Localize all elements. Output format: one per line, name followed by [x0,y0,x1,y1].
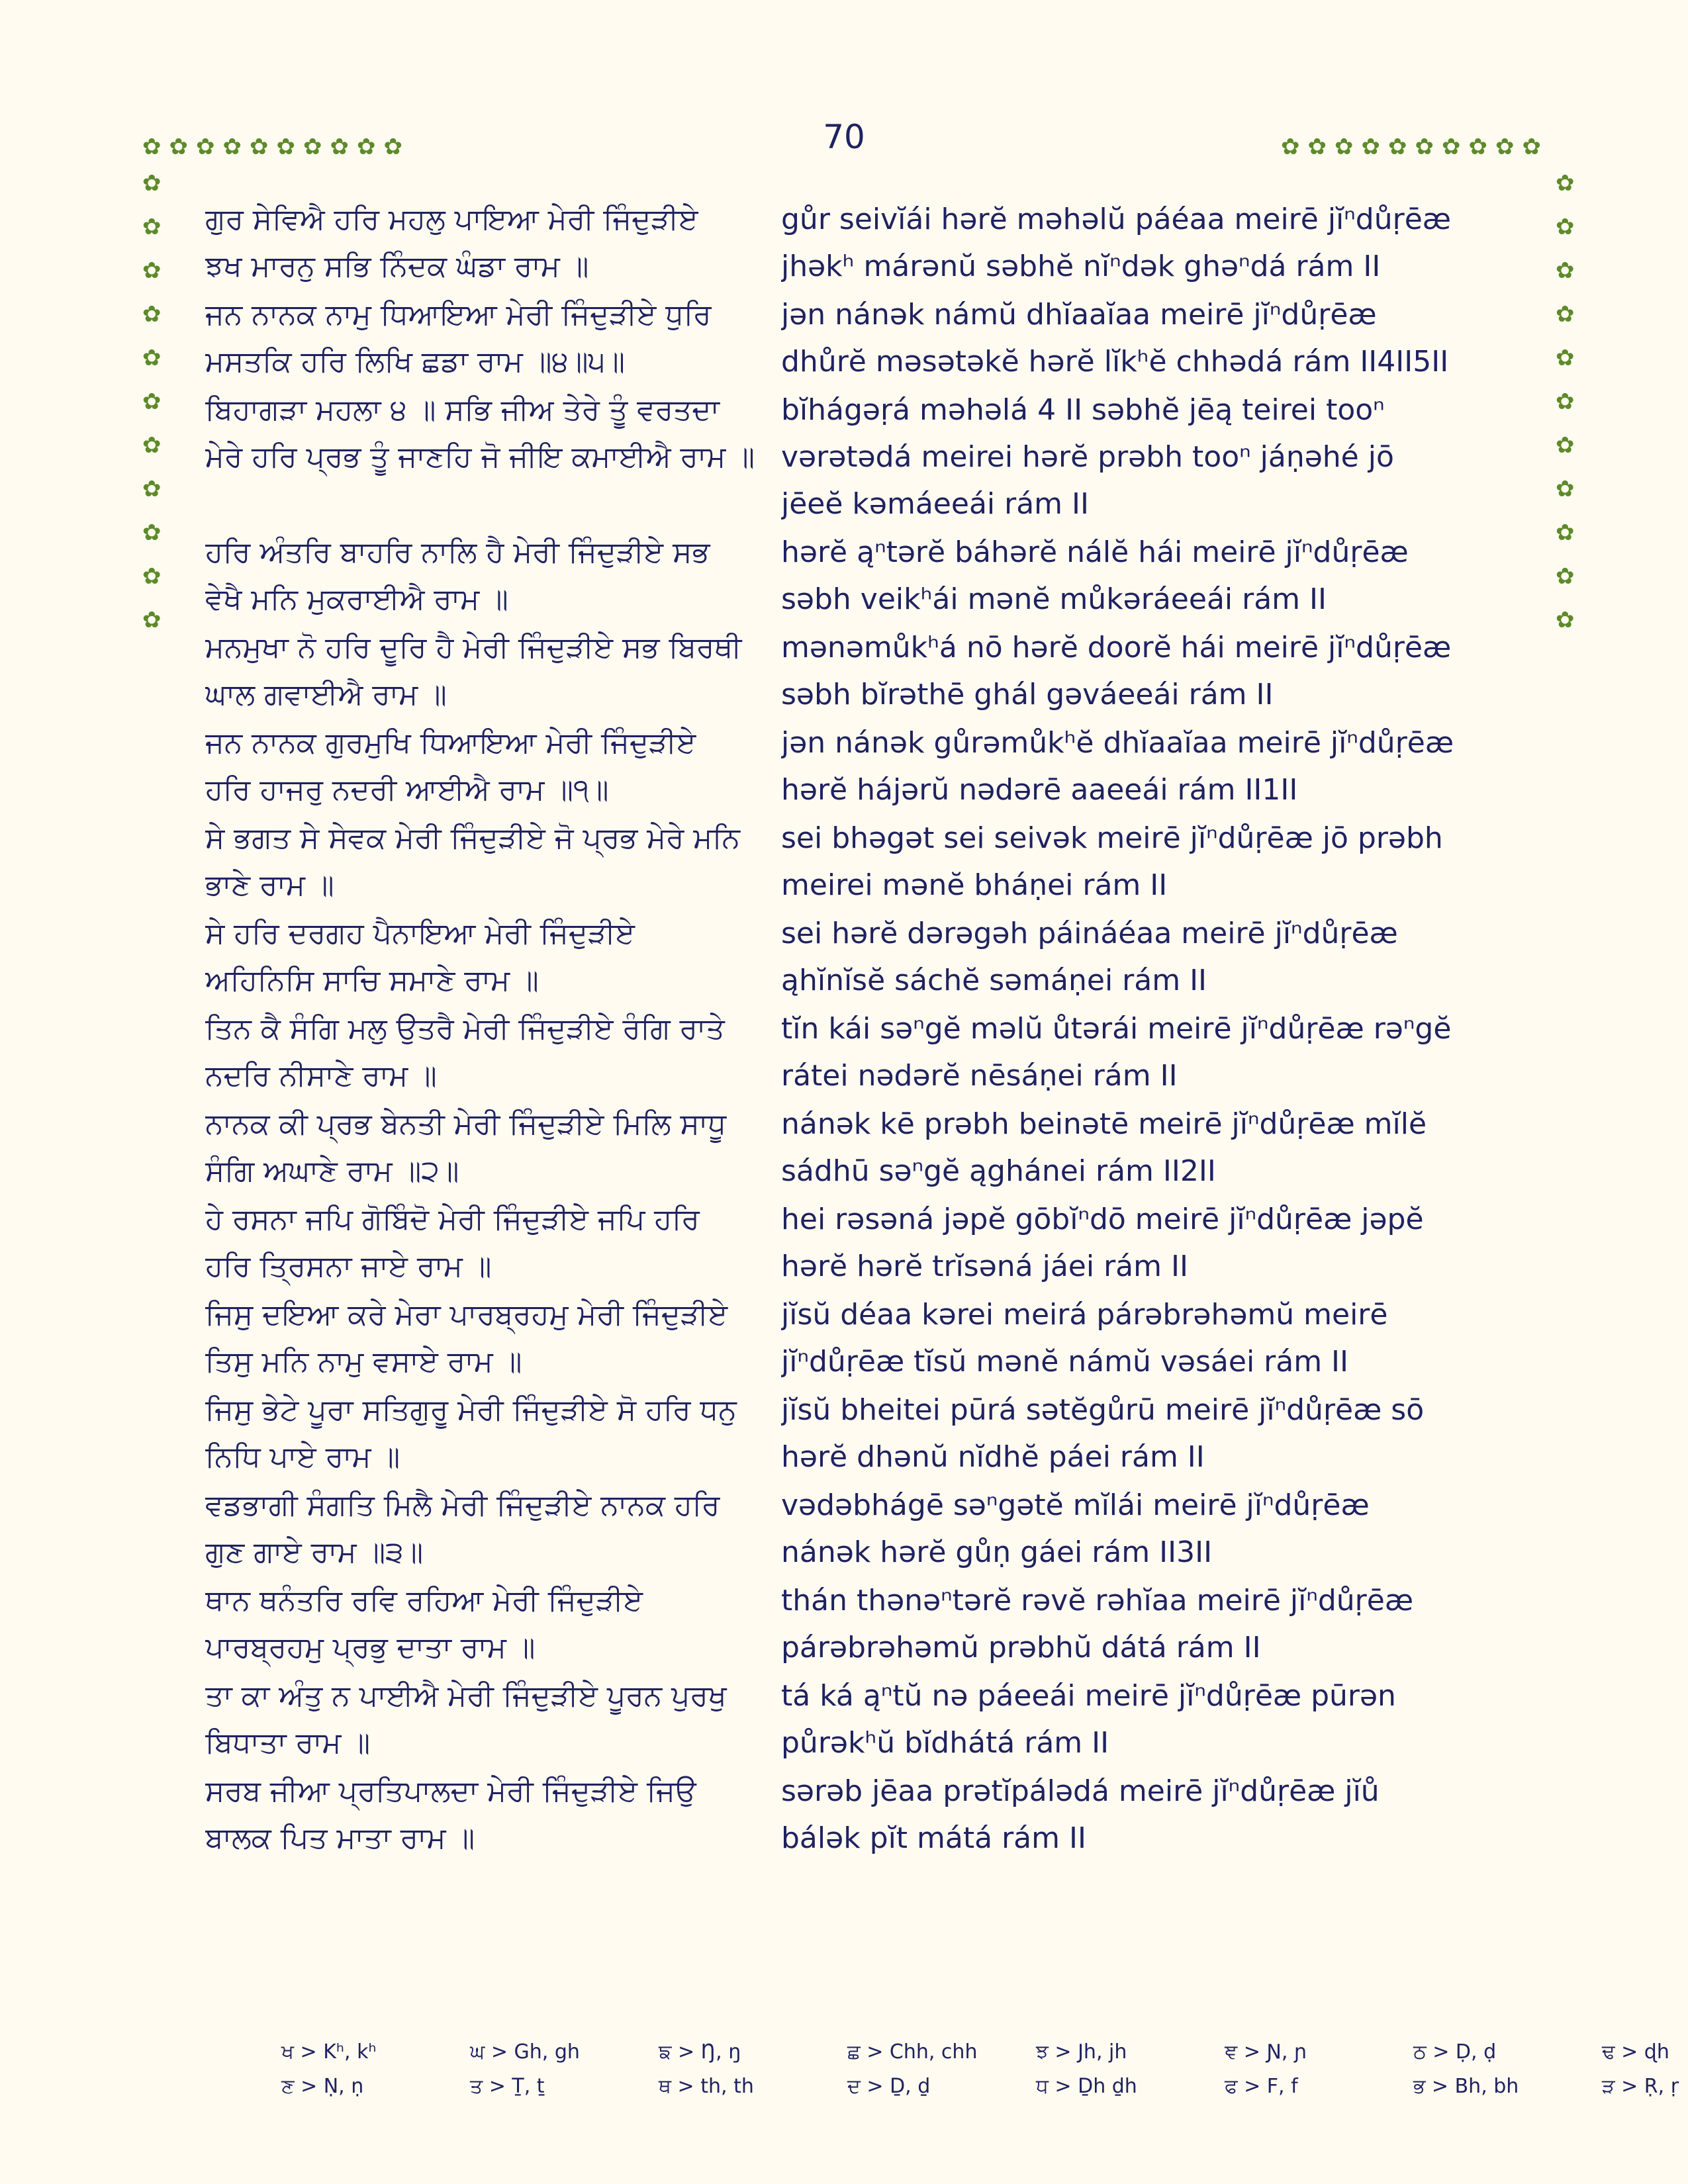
verse-row [205,1482,1523,1576]
transliteration-text [781,1387,1523,1480]
transliteration-text [781,1101,1523,1195]
flower-ornament-icon: ✿ [142,170,162,197]
gurmukhi-line: ਸਰਬ ਜੀਆ ਪ੍ਰਤਿਪਾਲਦਾ ਮੇਰੀ ਜਿੰਦੁੜੀਏ ਜਿਉ [205,1774,696,1808]
gurmukhi-line: ਮਨਮੁਖਾ ਨੋ ਹਰਿ ਦੂਰਿ ਹੈ ਮੇਰੀ ਜਿੰਦੁੜੀਏ ਸਭ ਬਿਰਥੀ [205,631,742,664]
verse-row [205,719,1523,813]
flower-ornament-icon: ✿ [250,134,269,160]
transliteration-text [781,624,1523,718]
transliteration-text [781,1291,1523,1385]
gurmukhi-line: ਵੇਖੈ ਮਨਿ ਮੁਕਰਾਈਐ ਰਾਮ ॥ [205,582,508,616]
gurmukhi-line: ਨਾਨਕ ਕੀ ਪ੍ਰਭ ਬੇਨਤੀ ਮੇਰੀ ਜਿੰਦੁੜੀਏ ਮਿਲਿ ਸਾਧੂ [205,1107,727,1141]
gurmukhi-line: ਹਰਿ ਅੰਤਰਿ ਬਾਹਰਿ ਨਾਲਿ ਹੈ ਮੇਰੀ ਜਿੰਦੁੜੀਏ ਸਭ [205,535,710,569]
flower-ornament-icon: ✿ [1556,607,1575,633]
flower-ornament-icon: ✿ [142,301,162,328]
transliteration-line: gůr seivĭái hərĕ məhəlŭ páéaa meirē jĭⁿdůṛēæ [781,203,1451,236]
legend-item: ਖ > Kʰ, kʰ [281,2040,377,2064]
transliteration-text [781,291,1523,385]
verse-row [205,1768,1523,1862]
legend-item: ਣ > Ṇ, ṇ [281,2075,364,2098]
flower-ornament-icon: ✿ [1281,134,1300,160]
transliteration-text [781,1005,1523,1099]
transliteration-line: hərĕ hájərŭ nədərē aaeeái rám II1II [781,773,1298,807]
gurmukhi-text [205,815,781,909]
gurmukhi-line: ਹੇ ਰਸਨਾ ਜਪਿ ਗੋਬਿੰਦੋ ਮੇਰੀ ਜਿੰਦੁੜੀਏ ਜਪਿ ਹਰਿ [205,1203,700,1236]
gurmukhi-line: ਤਾ ਕਾ ਅੰਤੁ ਨ ਪਾਈਐ ਮੇਰੀ ਜਿੰਦੁੜੀਏ ਪੂਰਨ ਪੁਰਖੁ [205,1679,727,1713]
gurmukhi-line: ਹਰਿ ਤ੍ਰਿਸਨਾ ਜਾਏ ਰਾਮ ॥ [205,1250,492,1283]
ornament-border-top-left [142,136,402,158]
gurmukhi-line: ਬਾਲਕ ਪਿਤ ਮਾਤਾ ਰਾਮ ॥ [205,1821,475,1855]
verse-row [205,1196,1523,1290]
gurmukhi-text [205,1768,781,1862]
verse-row [205,815,1523,909]
gurmukhi-text [205,1196,781,1290]
flower-ornament-icon: ✿ [1556,520,1575,546]
flower-ornament-icon: ✿ [169,134,188,160]
gurmukhi-text [205,1577,781,1671]
gurmukhi-line: ਮੇਰੇ ਹਰਿ ਪ੍ਰਭ ਤੂੰ ਜਾਣਹਿ ਜੋ ਜੀਇ ਕਮਾਈਐ ਰਾਮ ॥ [205,440,755,474]
transliteration-text [781,1577,1523,1671]
transliteration-line: sei bhəgət sei seivək meirē jĭⁿdůṛēæ jō prəbh [781,821,1443,855]
verse-list [205,196,1523,1863]
flower-ornament-icon: ✿ [1415,134,1434,160]
ornament-border-top-right [1281,136,1541,158]
gurmukhi-line: ਨਦਰਿ ਨੀਸਾਣੇ ਰਾਮ ॥ [205,1059,437,1093]
transliteration-line: jĭsŭ bheitei pūrá sətĕgůrū meirē jĭⁿdůṛēæ sō [781,1393,1425,1427]
flower-ornament-icon: ✿ [383,134,402,160]
gurmukhi-line: ਅਹਿਨਿਸਿ ਸਾਚਿ ਸਮਾਣੇ ਰਾਮ ॥ [205,964,539,997]
gurmukhi-line: ਬਿਧਾਤਾ ਰਾਮ ॥ [205,1726,371,1760]
flower-ornament-icon: ✿ [1556,476,1575,502]
legend-item: ਝ > Jh, jh [1036,2040,1127,2064]
flower-ornament-icon: ✿ [1442,134,1461,160]
transliteration-line: səbh veikʰái mənĕ můkəráeeái rám II [781,582,1327,616]
transliteration-text [781,1768,1523,1862]
gurmukhi-line: ਤਿਸੁ ਮਨਿ ਨਾਮੁ ਵਸਾਏ ਰਾਮ ॥ [205,1345,522,1379]
transliteration-line: bĭhágəṛá məhəlá 4 II səbhĕ jēą teirei tooⁿ [781,393,1385,427]
gurmukhi-line: ਹਰਿ ਹਾਜਰੁ ਨਦਰੀ ਆਈਐ ਰਾਮ ॥੧॥ [205,773,609,807]
gurmukhi-line: ਸੇ ਭਗਤ ਸੇ ਸੇਵਕ ਮੇਰੀ ਜਿੰਦੁੜੀਏ ਜੋ ਪ੍ਰਭ ਮੇਰੇ ਮਨਿ [205,821,741,855]
transliteration-line: sei hərĕ dərəgəh páináéaa meirē jĭⁿdůṛēæ [781,917,1398,950]
gurmukhi-line: ਗੁਣ ਗਾਏ ਰਾਮ ॥੩॥ [205,1535,424,1569]
gurmukhi-line: ਥਾਨ ਥਨੰਤਰਿ ਰਵਿ ਰਹਿਆ ਮੇਰੀ ਜਿੰਦੁੜੀਏ [205,1584,643,1617]
legend-item: ਭ > Bh, bh [1413,2075,1519,2098]
flower-ornament-icon: ✿ [1388,134,1407,160]
flower-ornament-icon: ✿ [142,476,162,502]
gurmukhi-line: ਪਾਰਬ੍ਰਹਮੁ ਪ੍ਰਭੁ ਦਾਤਾ ਰਾਮ ॥ [205,1631,536,1664]
transliteration-line: hei rəsəná jəpĕ gōbĭⁿdō meirē jĭⁿdůṛēæ jəpĕ [781,1203,1424,1236]
gurmukhi-text [205,1672,781,1766]
flower-ornament-icon: ✿ [1556,170,1575,197]
transliteration-line: rátei nədərĕ nēsáṇei rám II [781,1059,1178,1093]
flower-ornament-icon: ✿ [142,607,162,633]
verse-row [205,196,1523,290]
transliteration-line: hərĕ hərĕ trĭsəná jáei rám II [781,1250,1188,1283]
verse-row [205,1387,1523,1480]
flower-ornament-icon: ✿ [142,134,162,160]
verse-row [205,291,1523,385]
transliteration-line: sádhū səⁿgĕ ąghánei rám II2II [781,1154,1216,1188]
transliteration-line: vərətədá meirei hərĕ prəbh tooⁿ jáṇəhé jō [781,440,1394,474]
verse-row [205,1577,1523,1671]
flower-ornament-icon: ✿ [142,520,162,546]
gurmukhi-text [205,1005,781,1099]
gurmukhi-line: ਮਸਤਕਿ ਹਰਿ ਲਿਖਿ ਛਡਾ ਰਾਮ ॥੪॥੫॥ [205,345,626,379]
transliteration-line: jēeĕ kəmáeeái rám II [781,487,1089,521]
transliteration-text [781,815,1523,909]
legend-item: ਞ > Ɲ, ɲ [1225,2040,1307,2064]
flower-ornament-icon: ✿ [142,257,162,284]
transliteration-line: jĭsŭ déaa kərei meirá párəbrəhəmŭ meirē [781,1298,1388,1332]
legend-item: ਙ > Ŋ, ŋ [659,2040,741,2064]
flower-ornament-icon: ✿ [1556,214,1575,240]
transliteration-line: səbh bĭrəthē ghál gəváeeái rám II [781,678,1274,711]
gurmukhi-text [205,1291,781,1385]
flower-ornament-icon: ✿ [1307,134,1327,160]
transliteration-line: ąhĭnĭsĕ sáchĕ səmáṇei rám II [781,964,1207,997]
flower-ornament-icon: ✿ [357,134,376,160]
gurmukhi-line: ਜਿਸੁ ਦਇਆ ਕਰੇ ਮੇਰਾ ਪਾਰਬ੍ਰਹਮੁ ਮੇਰੀ ਜਿੰਦੁੜੀਏ [205,1298,728,1332]
gurmukhi-text [205,1101,781,1195]
gurmukhi-text [205,1482,781,1576]
gurmukhi-line: ਭਾਣੇ ਰਾਮ ॥ [205,868,334,902]
gurmukhi-line: ਬਿਹਾਗੜਾ ਮਹਲਾ ੪ ॥ ਸਭਿ ਜੀਅ ਤੇਰੇ ਤੂੰ ਵਰਤਦਾ [205,393,720,427]
legend-item: ਧ > Ḏh ḏh [1036,2075,1137,2098]
flower-ornament-icon: ✿ [1468,134,1487,160]
transliteration-line: jən nánək gůrəmůkʰĕ dhĭaaĭaa meirē jĭⁿdůṛēæ [781,726,1454,760]
transliteration-line: thán thənəⁿtərĕ rəvĕ rəhĭaa meirē jĭⁿdůṛēæ [781,1584,1414,1617]
flower-ornament-icon: ✿ [330,134,349,160]
flower-ornament-icon: ✿ [142,388,162,415]
legend-item: ਠ > Ḍ, ḍ [1413,2040,1497,2064]
transliteration-text [781,387,1523,527]
gurmukhi-line: ਜਨ ਨਾਨਕ ਨਾਮੁ ਧਿਆਇਆ ਮੇਰੀ ਜਿੰਦੁੜੀਏ ਧੁਰਿ [205,298,712,332]
flower-ornament-icon: ✿ [303,134,322,160]
ornament-border-right [1556,172,1575,631]
legend-item: ੜ > Ṛ, ṛ [1602,2075,1679,2098]
flower-ornament-icon: ✿ [1556,257,1575,284]
transliteration-line: dhůrĕ məsətəkĕ hərĕ lĭkʰĕ chhədá rám II4II5II [781,345,1449,379]
gurmukhi-text [205,291,781,385]
transliteration-line: jĭⁿdůṛēæ tĭsŭ mənĕ námŭ vəsáei rám II [781,1345,1349,1379]
flower-ornament-icon: ✿ [1556,432,1575,459]
gurmukhi-text [205,719,781,813]
gurmukhi-line [205,480,781,527]
gurmukhi-line: ਝਖ ਮਾਰਨੁ ਸਭਿ ਨਿੰਦਕ ਘੰਡਾ ਰਾਮ ॥ [205,250,589,283]
transliteration-text [781,529,1523,623]
flower-ornament-icon: ✿ [1335,134,1354,160]
verse-row [205,1005,1523,1099]
transliteration-line: půrəkʰŭ bĭdhátá rám II [781,1726,1109,1760]
flower-ornament-icon: ✿ [142,563,162,590]
transliteration-text [781,196,1523,290]
gurmukhi-text [205,529,781,623]
verse-row [205,529,1523,623]
gurmukhi-text [205,196,781,290]
transliteration-text [781,1482,1523,1576]
gurmukhi-line: ਸੰਗਿ ਅਘਾਣੇ ਰਾਮ ॥੨॥ [205,1154,459,1188]
verse-row [205,1672,1523,1766]
gurmukhi-line: ਜਨ ਨਾਨਕ ਗੁਰਮੁਖਿ ਧਿਆਇਆ ਮੇਰੀ ਜਿੰਦੁੜੀਏ [205,726,696,760]
flower-ornament-icon: ✿ [142,432,162,459]
page-number: 70 [823,118,865,156]
flower-ornament-icon: ✿ [1556,388,1575,415]
ornament-border-left [142,172,162,631]
transliteration-line: hərĕ dhənŭ nĭdhĕ páei rám II [781,1440,1205,1474]
gurmukhi-line: ਵਡਭਾਗੀ ਸੰਗਤਿ ਮਿਲੈ ਮੇਰੀ ਜਿੰਦੁੜੀਏ ਨਾਨਕ ਹਰਿ [205,1488,720,1522]
flower-ornament-icon: ✿ [1522,134,1541,160]
gurmukhi-text [205,1387,781,1480]
transliteration-line: párəbrəhəmŭ prəbhŭ dátá rám II [781,1631,1261,1664]
legend-item: ਦ > Ḏ, ḏ [847,2075,931,2098]
legend-row [281,2035,1688,2070]
legend-item: ਛ > Chh, chh [847,2040,978,2064]
gurmukhi-line: ਗੁਰ ਸੇਵਿਐ ਹਰਿ ਮਹਲੁ ਪਾਇਆ ਮੇਰੀ ਜਿੰਦੁੜੀਏ [205,203,698,236]
verse-row [205,624,1523,718]
transliteration-line: vədəbhágē səⁿgətĕ mĭlái meirē jĭⁿdůṛēæ [781,1488,1370,1522]
transliteration-line: jən nánək námŭ dhĭaaĭaa meirē jĭⁿdůṛēæ [781,298,1377,332]
transliteration-line: tá ká ąⁿtŭ nə páeeái meirē jĭⁿdůṛēæ pūrən [781,1679,1396,1713]
verse-row [205,1101,1523,1195]
transliteration-line: nánək kē prəbh beinətē meirē jĭⁿdůṛēæ mĭlĕ [781,1107,1427,1141]
gurmukhi-text [205,624,781,718]
gurmukhi-line: ਘਾਲ ਗਵਾਈਐ ਰਾਮ ॥ [205,678,447,711]
transliteration-line: mənəmůkʰá nō hərĕ doorĕ hái meirē jĭⁿdůṛēæ [781,631,1452,664]
verse-row [205,387,1523,527]
gurmukhi-text [205,910,781,1004]
flower-ornament-icon: ✿ [276,134,295,160]
transliteration-line: sərəb jēaa prətĭpálədá meirē jĭⁿdůṛēæ jĭů [781,1774,1380,1808]
gurmukhi-line: ਤਿਨ ਕੈ ਸੰਗਿ ਮਲੁ ਉਤਰੈ ਮੇਰੀ ਜਿੰਦੁੜੀਏ ਰੰਗਿ ਰਾਤੇ [205,1012,725,1046]
gurmukhi-line: ਨਿਧਿ ਪਾਏ ਰਾਮ ॥ [205,1440,400,1474]
legend-row [281,2070,1688,2104]
verse-row [205,1291,1523,1385]
verse-row [205,910,1523,1004]
flower-ornament-icon: ✿ [1556,345,1575,371]
transliteration-text [781,1196,1523,1290]
flower-ornament-icon: ✿ [1556,563,1575,590]
flower-ornament-icon: ✿ [196,134,215,160]
gurmukhi-line: ਸੇ ਹਰਿ ਦਰਗਹ ਪੈਨਾਇਆ ਮੇਰੀ ਜਿੰਦੁੜੀਏ [205,917,635,950]
flower-ornament-icon: ✿ [1556,301,1575,328]
transliteration-line: jhəkʰ márənŭ səbhĕ nĭⁿdək ghəⁿdá rám II [781,250,1381,283]
transliteration-line: bálək pĭt mátá rám II [781,1821,1086,1855]
transliteration-text [781,719,1523,813]
legend-item: ਢ > ɖh [1602,2040,1669,2064]
legend-item: ਥ > th, th [659,2075,754,2098]
gurmukhi-line: ਜਿਸੁ ਭੇਟੇ ਪੂਰਾ ਸਤਿਗੁਰੂ ਮੇਰੀ ਜਿੰਦੁੜੀਏ ਸੋ ਹਰਿ ਧਨੁ [205,1393,737,1427]
flower-ornament-icon: ✿ [1495,134,1515,160]
transliteration-line: nánək hərĕ gůṇ gáei rám II3II [781,1535,1213,1569]
legend-item: ਤ > Ṯ, ṯ [470,2075,545,2098]
flower-ornament-icon: ✿ [142,214,162,240]
flower-ornament-icon: ✿ [1361,134,1380,160]
transliteration-line: hərĕ ąⁿtərĕ báhərĕ nálĕ hái meirē jĭⁿdůṛēæ [781,535,1409,569]
transliteration-line: tĭn kái səⁿgĕ məlŭ ůtərái meirē jĭⁿdůṛēæ rəⁿgĕ [781,1012,1452,1046]
legend-item: ਫ > F, f [1225,2075,1298,2098]
flower-ornament-icon: ✿ [222,134,242,160]
flower-ornament-icon: ✿ [142,345,162,371]
transliteration-legend [281,2035,1688,2104]
legend-item: ਘ > Gh, gh [470,2040,580,2064]
transliteration-text [781,910,1523,1004]
transliteration-line: meirei mənĕ bháṇei rám II [781,868,1168,902]
gurmukhi-text [205,387,781,527]
transliteration-text [781,1672,1523,1766]
